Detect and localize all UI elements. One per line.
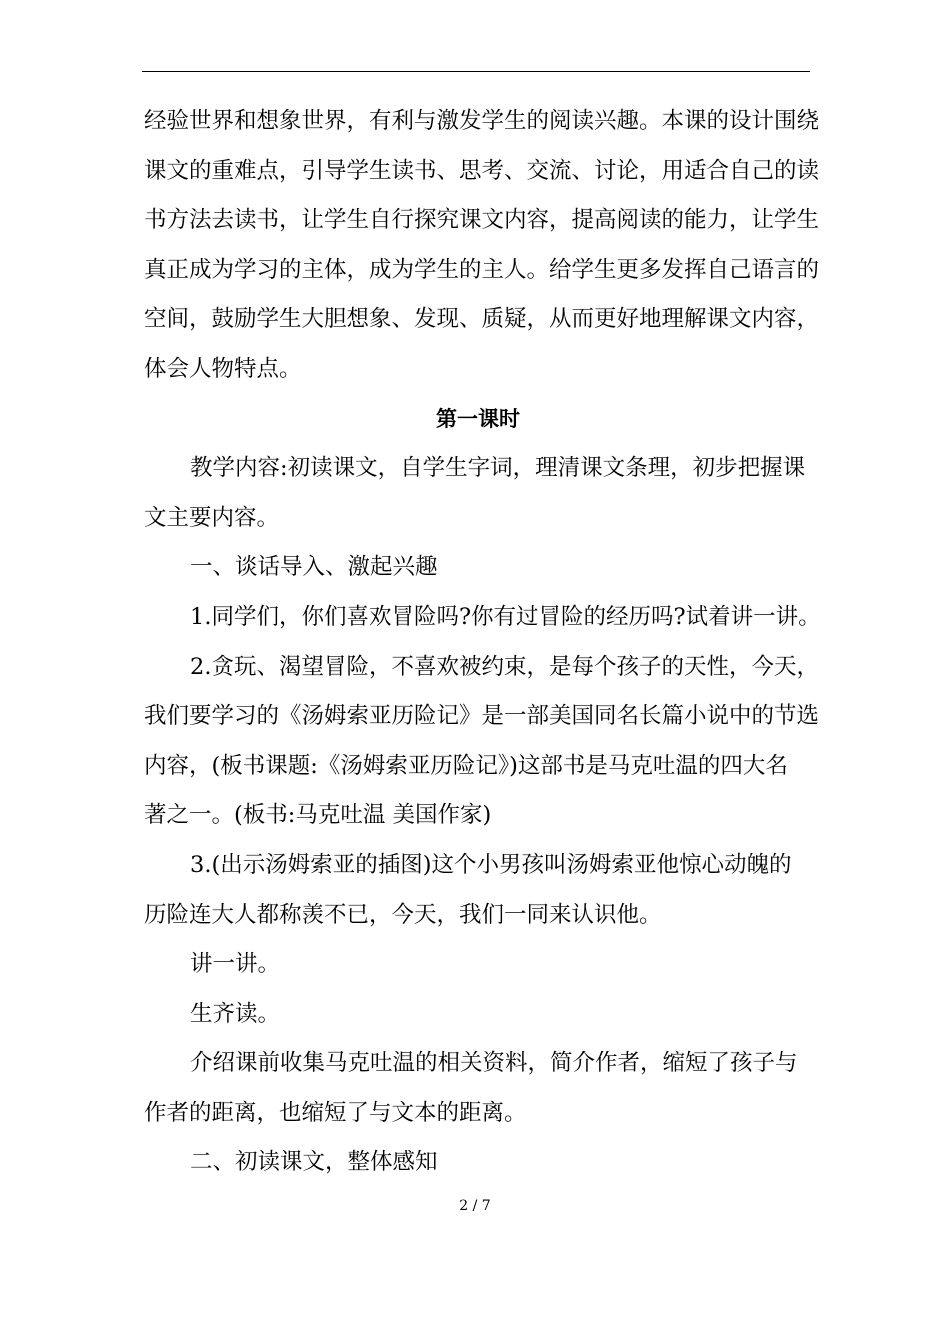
item-2-line: 2.贪玩、渴望冒险，不喜欢被约束，是每个孩子的天性，今天， [190,653,819,680]
header-rule [142,71,810,72]
teaching-content-line: 教学内容:初读课文，自学生字词，理清课文条理，初步把握课 [190,455,806,482]
intro-line: 作者的距离，也缩短了与文本的距离。 [144,1099,527,1126]
page-number: 2 / 7 [459,1198,491,1214]
section-title: 第一课时 [436,406,520,431]
step1-title: 一、谈话导入、激起兴趣 [190,554,438,581]
read-together-line: 生齐读。 [190,1000,281,1027]
text-line: 书方法去读书，让学生自行探究课文内容，提高阅读的能力，让学生 [144,207,820,234]
item-3-line: 3.(出示汤姆索亚的插图)这个小男孩叫汤姆索亚他惊心动魄的 [190,851,792,878]
item-2-line: 著之一。(板书:马克吐温 美国作家) [144,802,492,829]
text-line: 课文的重难点，引导学生读书、思考、交流、讨论，用适合自己的读 [144,157,820,184]
text-line: 体会人物特点。 [144,355,302,382]
item-2-line: 我们要学习的《汤姆索亚历险记》是一部美国同名长篇小说中的节选 [144,703,820,730]
item-1: 1.同学们，你们喜欢冒险吗?你有过冒险的经历吗?试着讲一讲。 [190,603,821,630]
text-line: 真正成为学习的主体，成为学生的主人。给学生更多发挥自己语言的 [144,256,820,283]
text-line: 经验世界和想象世界，有利与激发学生的阅读兴趣。本课的设计围绕 [144,108,820,134]
item-3-line: 历险连大人都称羡不已，今天，我们一同来认识他。 [144,901,662,928]
intro-line: 介绍课前收集马克吐温的相关资料，简介作者，缩短了孩子与 [190,1050,798,1077]
document-body [144,97,821,1188]
step2-title: 二、初读课文，整体感知 [190,1149,438,1176]
teaching-content-line: 文主要内容。 [144,504,280,531]
say-line: 讲一讲。 [190,951,281,978]
item-2-line: 内容，(板书课题:《汤姆索亚历险记》)这部书是马克吐温的四大名 [144,752,788,779]
text-line: 空间，鼓励学生大胆想象、发现、质疑，从而更好地理解课文内容， [144,306,820,333]
